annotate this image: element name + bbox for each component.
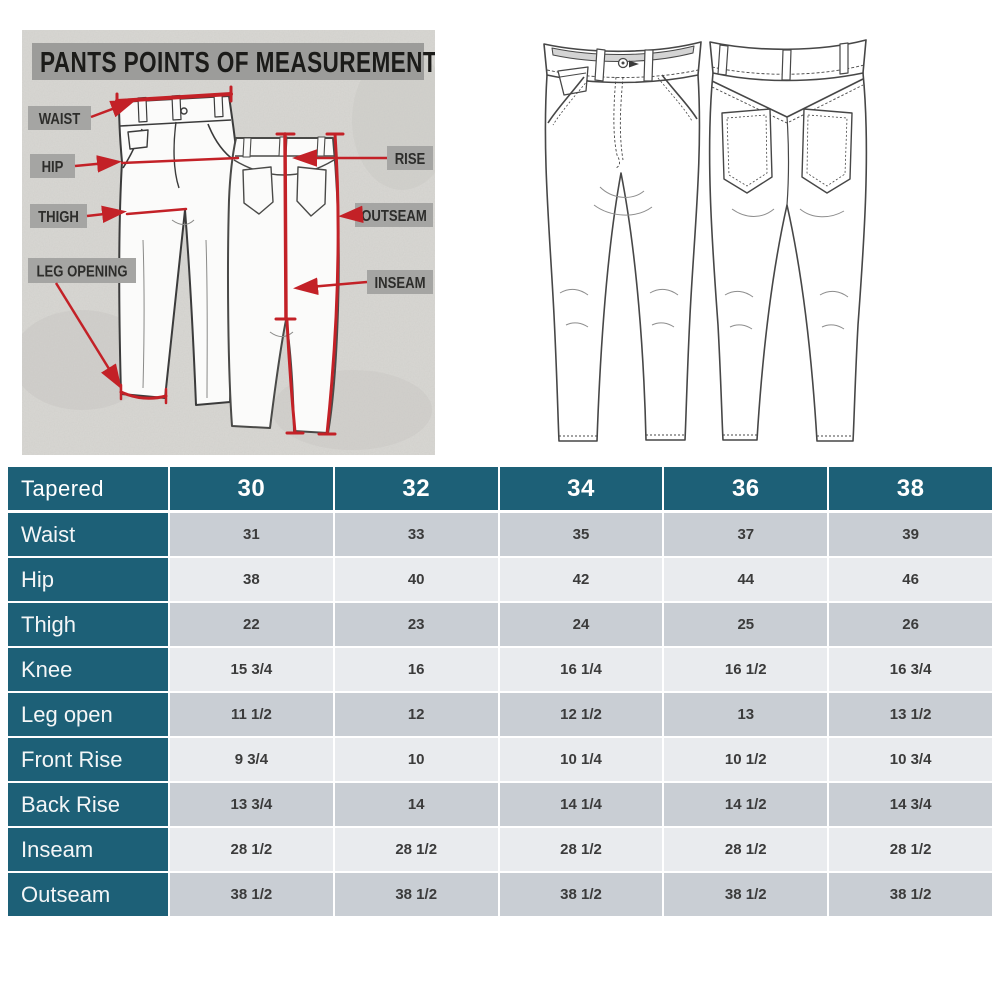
size-cell: 44 bbox=[664, 558, 827, 601]
size-cell: 33 bbox=[335, 513, 498, 556]
size-column-header: 38 bbox=[829, 467, 992, 510]
row-label: Thigh bbox=[8, 603, 168, 646]
size-cell: 10 3/4 bbox=[829, 738, 992, 781]
size-cell: 14 1/4 bbox=[500, 783, 663, 826]
size-cell: 11 1/2 bbox=[170, 693, 333, 736]
size-cell: 31 bbox=[170, 513, 333, 556]
front-button bbox=[181, 108, 187, 114]
row-label: Hip bbox=[8, 558, 168, 601]
size-cell: 38 1/2 bbox=[829, 873, 992, 916]
size-cell: 28 1/2 bbox=[829, 828, 992, 871]
size-table bbox=[8, 467, 992, 916]
size-cell: 23 bbox=[335, 603, 498, 646]
table-row-hip bbox=[8, 558, 992, 601]
size-cell: 13 bbox=[664, 693, 827, 736]
size-cell: 46 bbox=[829, 558, 992, 601]
size-column-header: 36 bbox=[664, 467, 827, 510]
svg-text:THIGH: THIGH bbox=[38, 208, 79, 227]
size-cell: 26 bbox=[829, 603, 992, 646]
size-cell: 12 1/2 bbox=[500, 693, 663, 736]
table-row-waist bbox=[8, 513, 992, 556]
size-cell: 13 1/2 bbox=[829, 693, 992, 736]
size-cell: 13 3/4 bbox=[170, 783, 333, 826]
size-cell: 37 bbox=[664, 513, 827, 556]
size-cell: 25 bbox=[664, 603, 827, 646]
size-column-header: 34 bbox=[500, 467, 663, 510]
fit-name-header: Tapered bbox=[8, 467, 168, 510]
back-pocket-right bbox=[802, 109, 852, 193]
size-cell: 38 1/2 bbox=[500, 873, 663, 916]
size-table-body bbox=[8, 513, 992, 916]
table-row-outseam bbox=[8, 873, 992, 916]
title-banner bbox=[32, 43, 435, 80]
size-cell: 16 3/4 bbox=[829, 648, 992, 691]
size-cell: 38 1/2 bbox=[664, 873, 827, 916]
size-cell: 40 bbox=[335, 558, 498, 601]
size-cell: 22 bbox=[170, 603, 333, 646]
svg-text:HIP: HIP bbox=[41, 158, 64, 177]
svg-text:LEG OPENING: LEG OPENING bbox=[36, 263, 128, 281]
size-cell: 10 1/4 bbox=[500, 738, 663, 781]
row-label: Leg open bbox=[8, 693, 168, 736]
row-label: Front Rise bbox=[8, 738, 168, 781]
size-cell: 28 1/2 bbox=[170, 828, 333, 871]
table-row-knee bbox=[8, 648, 992, 691]
size-cell: 16 1/2 bbox=[664, 648, 827, 691]
back-pocket-left bbox=[722, 109, 772, 193]
size-cell: 14 bbox=[335, 783, 498, 826]
size-column-header: 32 bbox=[335, 467, 498, 510]
size-cell: 14 3/4 bbox=[829, 783, 992, 826]
svg-text:WAIST: WAIST bbox=[38, 110, 81, 129]
svg-text:INSEAM: INSEAM bbox=[374, 274, 426, 293]
svg-text:RISE: RISE bbox=[394, 150, 426, 169]
diagram-title: PANTS POINTS OF MEASUREMENT bbox=[40, 45, 435, 79]
size-cell: 39 bbox=[829, 513, 992, 556]
jeans-flats-panel bbox=[500, 25, 980, 455]
table-row-back-rise bbox=[8, 783, 992, 826]
table-row-front-rise bbox=[8, 738, 992, 781]
size-cell: 16 1/4 bbox=[500, 648, 663, 691]
table-row-leg-open bbox=[8, 693, 992, 736]
table-row-thigh bbox=[8, 603, 992, 646]
rise-measure-line bbox=[285, 134, 286, 319]
size-cell: 28 1/2 bbox=[335, 828, 498, 871]
row-label: Waist bbox=[8, 513, 168, 556]
size-cell: 42 bbox=[500, 558, 663, 601]
row-label: Inseam bbox=[8, 828, 168, 871]
front-view-flat bbox=[544, 42, 701, 441]
size-table-header bbox=[8, 467, 992, 510]
size-cell: 9 3/4 bbox=[170, 738, 333, 781]
size-column-header: 30 bbox=[170, 467, 333, 510]
size-cell: 24 bbox=[500, 603, 663, 646]
outseam-label bbox=[343, 203, 433, 227]
size-cell: 16 bbox=[335, 648, 498, 691]
svg-text:OUTSEAM: OUTSEAM bbox=[361, 207, 427, 226]
size-cell: 10 1/2 bbox=[664, 738, 827, 781]
row-label: Back Rise bbox=[8, 783, 168, 826]
size-cell: 38 1/2 bbox=[335, 873, 498, 916]
size-cell: 38 bbox=[170, 558, 333, 601]
row-label: Outseam bbox=[8, 873, 168, 916]
back-view-flat bbox=[710, 40, 867, 441]
size-cell: 38 1/2 bbox=[170, 873, 333, 916]
size-cell: 10 bbox=[335, 738, 498, 781]
size-cell: 35 bbox=[500, 513, 663, 556]
size-cell: 15 3/4 bbox=[170, 648, 333, 691]
outseam-arrow bbox=[343, 215, 355, 216]
size-cell: 12 bbox=[335, 693, 498, 736]
size-cell: 28 1/2 bbox=[664, 828, 827, 871]
row-label: Knee bbox=[8, 648, 168, 691]
size-cell: 14 1/2 bbox=[664, 783, 827, 826]
measurement-diagram-panel bbox=[22, 30, 435, 455]
table-row-inseam bbox=[8, 828, 992, 871]
size-cell: 28 1/2 bbox=[500, 828, 663, 871]
